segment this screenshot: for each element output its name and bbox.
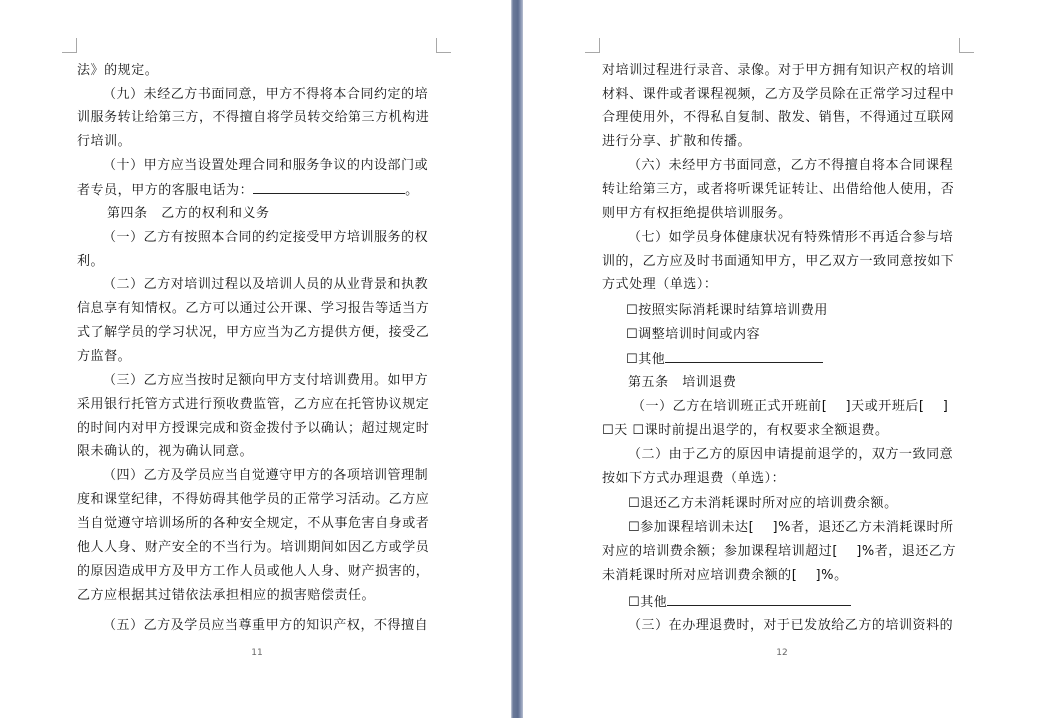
- checkbox-option-other: ☐其他: [602, 590, 851, 613]
- other-option-blank: [667, 590, 851, 606]
- text-line: （五）乙方及学员应当尊重甲方的知识产权，不得擅自: [103, 618, 429, 633]
- text-line: 的原因造成甲方及甲方工作人员或他人人身、财产损害的，: [77, 564, 430, 579]
- text-line: 则甲方有权拒绝提供培训服务。: [602, 206, 792, 221]
- text-line: 材料、课件或者课程视频，乙方及学员除在正常学习过程中: [602, 87, 955, 102]
- text-line: （六）未经甲方书面同意，乙方不得擅自将本合同课程: [628, 158, 954, 173]
- text-line: 限未确认的，视为确认同意。: [77, 444, 254, 459]
- text-line: 利。: [77, 254, 105, 269]
- page-number: 12: [776, 648, 788, 658]
- text-line: （十）甲方应当设置处理合同和服务争议的内设部门或: [103, 158, 429, 173]
- text-line: （一）乙方在培训班正式开班前[ ]天或开班后[ ]: [632, 399, 949, 414]
- text-line: 按如下方式办理退费（单选）：: [602, 471, 786, 486]
- text-line: （三）乙方应当按时足额向甲方支付培训费用。如甲方: [103, 373, 429, 388]
- text-line: 他人人身、财产安全的不当行为。培训期间如因乙方或学员: [77, 540, 430, 555]
- margin-corner-mark: [436, 38, 451, 53]
- checkbox-option: ☐退还乙方未消耗课时所对应的培训费余额。: [628, 496, 898, 511]
- checkbox-option: ☐参加课程培训未达[ ]%者，退还乙方未消耗课时所: [628, 520, 954, 535]
- margin-corner-mark: [959, 38, 974, 53]
- text-line: 乙方应根据其过错依法承担相应的损害赔偿责任。: [77, 588, 376, 603]
- section-heading: 第四条 乙方的权利和义务: [107, 206, 270, 221]
- checkbox-option-other: ☐其他: [602, 347, 823, 370]
- customer-service-phone-line: 者专员，甲方的客服电话为： 。: [77, 178, 419, 201]
- page-divider: [511, 0, 523, 718]
- text-line: 度和课堂纪律，不得妨碍其他学员的正常学习活动。乙方应: [77, 492, 430, 507]
- text-line: 对应的培训费余额；参加课程培训超过[ ]%者，退还乙方: [602, 544, 957, 559]
- text-line: 转让给第三方，或者将听课凭证转让、出借给他人使用，否: [602, 182, 955, 197]
- text-line: （二）乙方对培训过程以及培训人员的从业背景和执教: [103, 277, 429, 292]
- text-line: 训服务转让给第三方，不得擅自将学员转交给第三方机构进: [77, 110, 430, 125]
- text-line: 法》的规定。: [77, 63, 159, 78]
- checkbox-option: ☐调整培训时间或内容: [626, 327, 761, 342]
- phone-number-blank: [253, 178, 405, 194]
- text-line: 对培训过程进行录音、录像。对于甲方拥有知识产权的培训: [602, 63, 955, 78]
- text-line: （七）如学员身体健康状况有特殊情形不再适合参与培: [628, 230, 954, 245]
- text-line: 进行分享、扩散和传播。: [602, 134, 752, 149]
- section-heading: 第五条 培训退费: [628, 375, 737, 390]
- text-line: 训的，乙方应及时书面通知甲方，甲乙双方一致同意按如下: [602, 254, 955, 269]
- text-line: （一）乙方有按照本合同的约定接受甲方培训服务的权: [103, 230, 429, 245]
- text-line: 的时间内对甲方授课完成和资金拨付予以确认；超过规定时: [77, 421, 430, 436]
- checkbox-option: ☐按照实际消耗课时结算培训费用: [626, 303, 828, 318]
- margin-corner-mark: [585, 38, 600, 53]
- other-option-blank: [665, 347, 823, 363]
- text-line: 行培训。: [77, 134, 132, 149]
- margin-corner-mark: [62, 38, 77, 53]
- text-line: 方式处理（单选）：: [602, 277, 718, 292]
- text-line: 当自觉遵守培训场所的各种安全规定，不从事危害自身或者: [77, 516, 430, 531]
- text-line: ☐天 ☐课时前提出退学的，有权要求全额退费。: [602, 423, 889, 438]
- text-line: （四）乙方及学员应当自觉遵守甲方的各项培训管理制: [103, 468, 429, 483]
- text-line: （二）由于乙方的原因申请提前退学的，双方一致同意: [628, 447, 954, 462]
- text-line: 采用银行托管方式进行预收费监管，乙方应在托管协议规定: [77, 397, 430, 412]
- text-line: 合理使用外，不得私自复制、散发、销售，不得通过互联网: [602, 110, 955, 125]
- text-line: （九）未经乙方书面同意，甲方不得将本合同约定的培: [103, 87, 429, 102]
- document-page-left: [0, 0, 511, 718]
- text-line: 式了解学员的学习状况，甲方应当为乙方提供方便，接受乙: [77, 325, 430, 340]
- document-page-right: [523, 0, 1039, 718]
- text-line: 未消耗课时所对应培训费余额的[ ]%。: [602, 568, 848, 583]
- text-line: 方监督。: [77, 349, 132, 364]
- text-line: 信息享有知情权。乙方可以通过公开课、学习报告等适当方: [77, 301, 430, 316]
- text-line: （三）在办理退费时，对于已发放给乙方的培训资料的: [628, 618, 954, 633]
- page-number: 11: [251, 648, 263, 658]
